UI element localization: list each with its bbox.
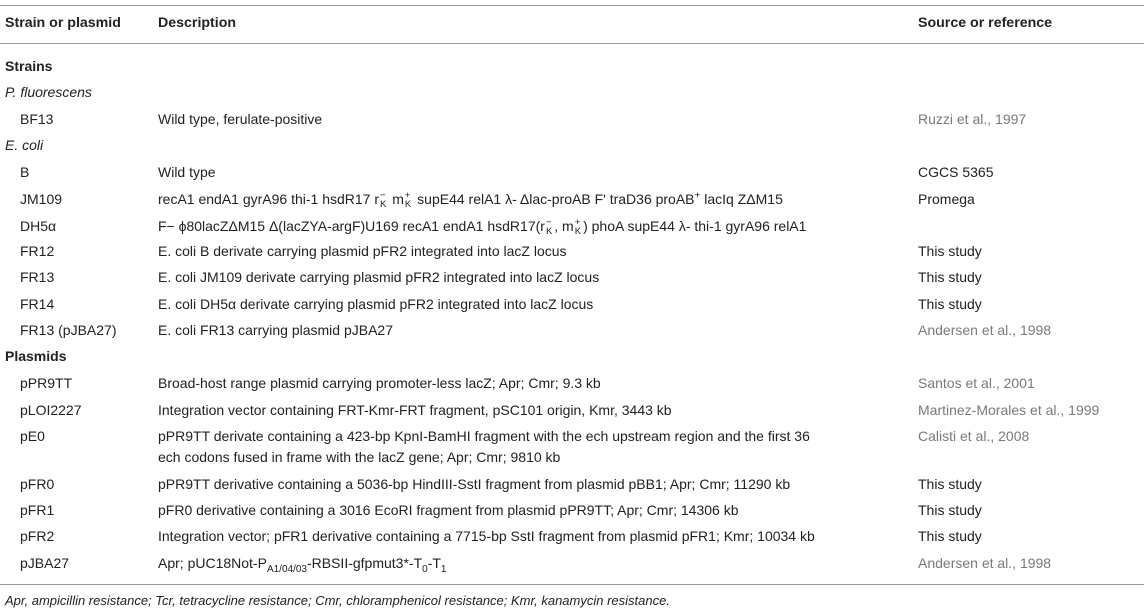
row-name: B: [20, 164, 30, 180]
row-description: Wild type: [158, 164, 216, 180]
row-description: pPR9TT derivate containing a 423-bp KpnI-BamHI fragment with the ech upstream region and the first 36: [158, 428, 810, 444]
header-rule: [0, 43, 1144, 44]
table-footnote: Apr, ampicillin resistance; Tcr, tetracycline resistance; Cmr, chloramphenicol resistance; Kmr, kanamycin resistance.: [5, 593, 670, 608]
row-name: pLOI2227: [20, 402, 82, 418]
row-reference: This study: [918, 502, 982, 518]
row-description-cont: ech codons fused in frame with the lacZ gene; Apr; Cmr; 9810 kb: [158, 449, 561, 465]
row-reference: Ruzzi et al., 1997: [918, 111, 1027, 127]
group-p-fluorescens: P. fluorescens: [5, 84, 92, 100]
row-reference: Santos et al., 2001: [918, 375, 1035, 391]
row-reference: This study: [918, 269, 982, 285]
row-name: DH5α: [20, 218, 57, 234]
bottom-rule: [0, 584, 1144, 585]
row-name: FR13 (pJBA27): [20, 322, 117, 338]
row-description: pFR0 derivative containing a 3016 EcoRI fragment from plasmid pPR9TT; Apr; Cmr; 14306 kb: [158, 502, 739, 518]
row-description: pPR9TT derivative containing a 5036-bp HindIII-SstI fragment from plasmid pBB1; Apr; Cmr; 11290 kb: [158, 476, 791, 492]
row-reference: Andersen et al., 1998: [918, 555, 1052, 571]
row-reference: This study: [918, 243, 982, 259]
row-reference: CGCS 5365: [918, 164, 994, 180]
group-e-coli: E. coli: [5, 137, 44, 153]
row-description: Wild type, ferulate-positive: [158, 111, 323, 127]
row-description: Broad-host range plasmid carrying promoter-less lacZ; Apr; Cmr; 9.3 kb: [158, 375, 601, 391]
row-description: Apr; $pUC18Not-P_{A1/04/03}-RBSII-gfpmut3*-T_0-T_1$: [158, 555, 447, 575]
row-description: E. coli B derivate carrying plasmid pFR2 integrated into lacZ locus: [158, 243, 567, 259]
row-name: BF13: [20, 111, 54, 127]
row-description: Integration vector containing FRT-Kmr-FRT fragment, pSC101 origin, Kmr, 3443 kb: [158, 402, 672, 418]
row-description: recA1 endA1 gyrA96 thi-1 hsdR17 r − K m + K supE44 relA1 λ- Δlac-proAB F' traD36 proAB+ lacIq ZΔM15: [158, 190, 783, 211]
row-description: E. coli FR13 carrying plasmid pJBA27: [158, 322, 393, 338]
header-strain-or-plasmid: Strain or plasmid: [5, 15, 121, 31]
row-reference: This study: [918, 528, 982, 544]
header-description: Description: [158, 15, 237, 31]
row-description: Integration vector; pFR1 derivative containing a 7715-bp SstI fragment from plasmid pFR1; Kmr; 10034 kb: [158, 528, 815, 544]
row-name: FR12: [20, 243, 55, 259]
row-reference: Promega: [918, 191, 975, 207]
row-name: JM109: [20, 191, 63, 207]
row-reference: This study: [918, 476, 982, 492]
row-name: pFR0: [20, 476, 55, 492]
row-reference: Martinez-Morales et al., 1999: [918, 402, 1100, 418]
section-strains: Strains: [5, 58, 53, 74]
row-name: FR13: [20, 269, 55, 285]
row-reference: This study: [918, 296, 982, 312]
row-name: pPR9TT: [20, 375, 73, 391]
header-source: Source or reference: [918, 15, 1053, 31]
row-name: pJBA27: [20, 555, 70, 571]
row-reference: Calisti et al., 2008: [918, 428, 1030, 444]
row-description: E. coli DH5α derivate carrying plasmid pFR2 integrated into lacZ locus: [158, 296, 594, 312]
row-reference: Andersen et al., 1998: [918, 322, 1052, 338]
top-rule: [0, 5, 1144, 6]
row-description: F− ϕ80lacZΔM15 Δ(lacZYA-argF)U169 recA1 endA1 hsdR17(r − K , m + K ) phoA supE44 λ- thi-1 gyrA96 relA1: [158, 217, 807, 238]
section-plasmids: Plasmids: [5, 348, 67, 364]
row-name: pFR1: [20, 502, 55, 518]
row-description: E. coli JM109 derivate carrying plasmid pFR2 integrated into lacZ locus: [158, 269, 600, 285]
row-name: pE0: [20, 428, 45, 444]
row-name: FR14: [20, 296, 55, 312]
row-name: pFR2: [20, 528, 55, 544]
